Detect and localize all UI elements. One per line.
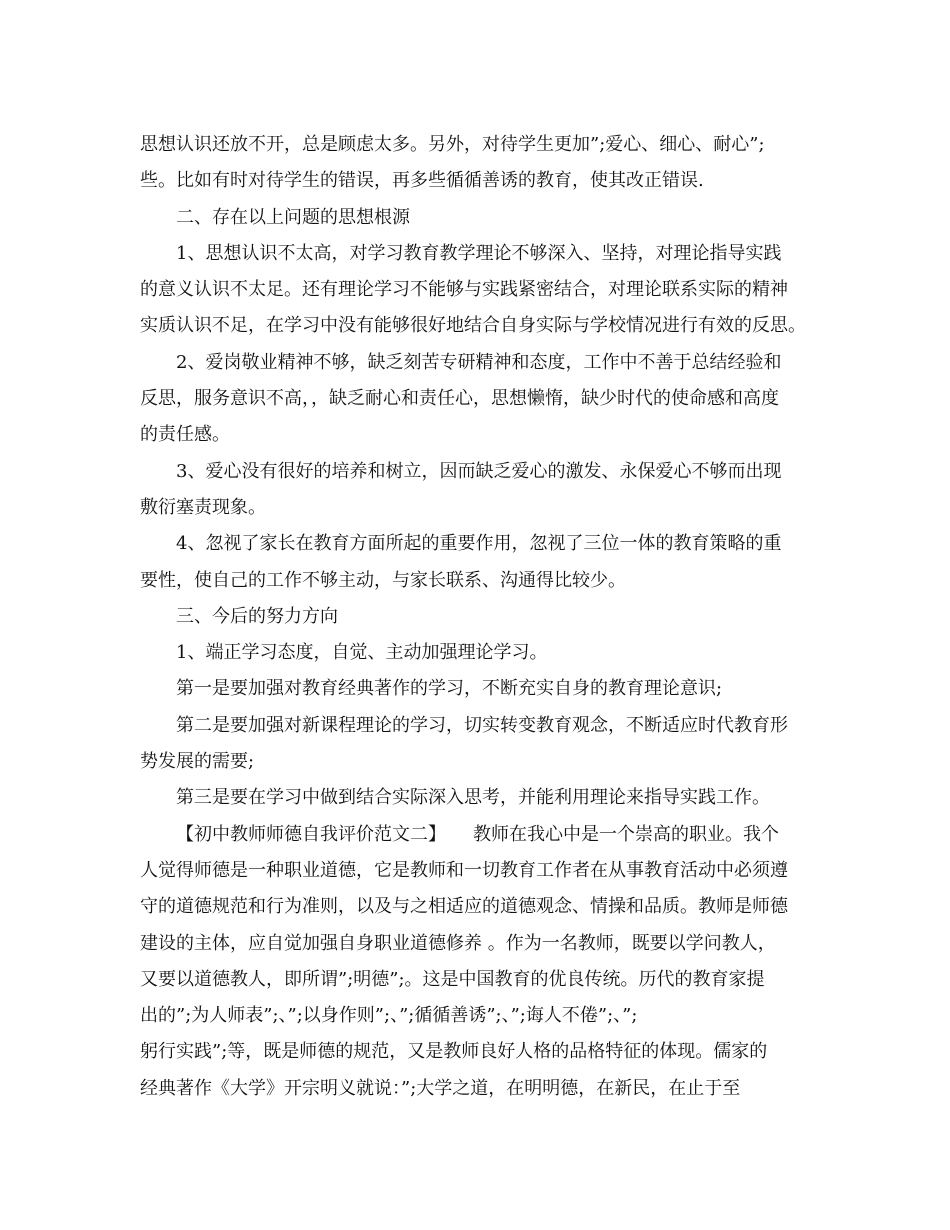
text-line: 又要以道德教人，即所谓”;明德”;。这是中国教育的优良传统。历代的教育家提 [140,968,765,990]
text-line: 人觉得师德是一种职业道德，它是教师和一切教育工作者在从事教育活动中必须遵 [140,859,788,881]
text-line: 建设的主体，应自觉加强自身职业道德修养 。作为一名教师，既要以学问教人， [140,932,776,954]
text-line: 守的道德规范和行为准则，以及与之相适应的道德观念、情操和品质。教师是师德 [140,896,788,918]
text-line: 第三是要在学习中做到结合实际深入思考，并能利用理论来指导实践工作。 [176,787,770,809]
text-line: 经典著作《大学》开宗明义就说：”;大学之道，在明明德，在新民，在止于至 [140,1077,741,1099]
text-line: 思想认识还放不开，总是顾虑太多。另外，对待学生更加”;爱心、细心、耐心”; [140,134,765,155]
text-line: 【初中教师师德自我评价范文二】 教师在我心中是一个崇高的职业。我个 [176,823,779,845]
text-line: 2、爱岗敬业精神不够，缺乏刻苦专研精神和态度，工作中不善于总结经验和 [176,351,782,373]
text-line: 实质认识不足，在学习中没有能够很好地结合自身实际与学校情况进行有效的反思。 [140,315,806,337]
text-line: 第二是要加强对新课程理论的学习，切实转变教育观念，不断适应时代教育形 [176,714,788,736]
text-line: 要性，使自己的工作不够主动，与家长联系、沟通得比较少。 [140,569,626,591]
text-line: 1、思想认识不太高，对学习教育教学理论不够深入、坚持，对理论指导实践 [176,242,782,264]
text-line: 些。比如有时对待学生的错误，再多些循循善诱的教育，使其改正错误. [140,170,704,192]
section-heading: 三、今后的努力方向 [176,605,338,627]
section-heading: 二、存在以上问题的思想根源 [176,206,410,228]
text-line: 反思，服务意识不高，，缺乏耐心和责任心，思想懒惰，缺少时代的使命感和高度 [140,388,779,410]
text-line: 躬行实践”;等，既是师德的规范，又是教师良好人格的品格特征的体现。儒家的 [140,1041,768,1063]
text-line: 3、爱心没有很好的培养和树立，因而缺乏爱心的激发、永保爱心不够而出现 [176,460,782,482]
text-line: 的责任感。 [140,424,230,446]
document-body [140,127,830,1107]
text-line: 出的”;为人师表”;、”;以身作则”;、”;循循善诱”;、”;诲人不倦”;、”; [140,1005,638,1027]
text-line: 势发展的需要; [140,751,255,773]
text-line: 1、端正学习态度，自觉、主动加强理论学习。 [176,642,548,664]
text-line: 的意义认识不太足。还有理论学习不能够与实践紧密结合，对理论联系实际的精神 [140,279,788,301]
text-line: 敷衍塞责现象。 [140,496,266,518]
text-line: 第一是要加强对教育经典著作的学习，不断充实自身的教育理论意识; [176,678,723,700]
text-line: 4、忽视了家长在教育方面所起的重要作用，忽视了三位一体的教育策略的重 [176,533,782,555]
